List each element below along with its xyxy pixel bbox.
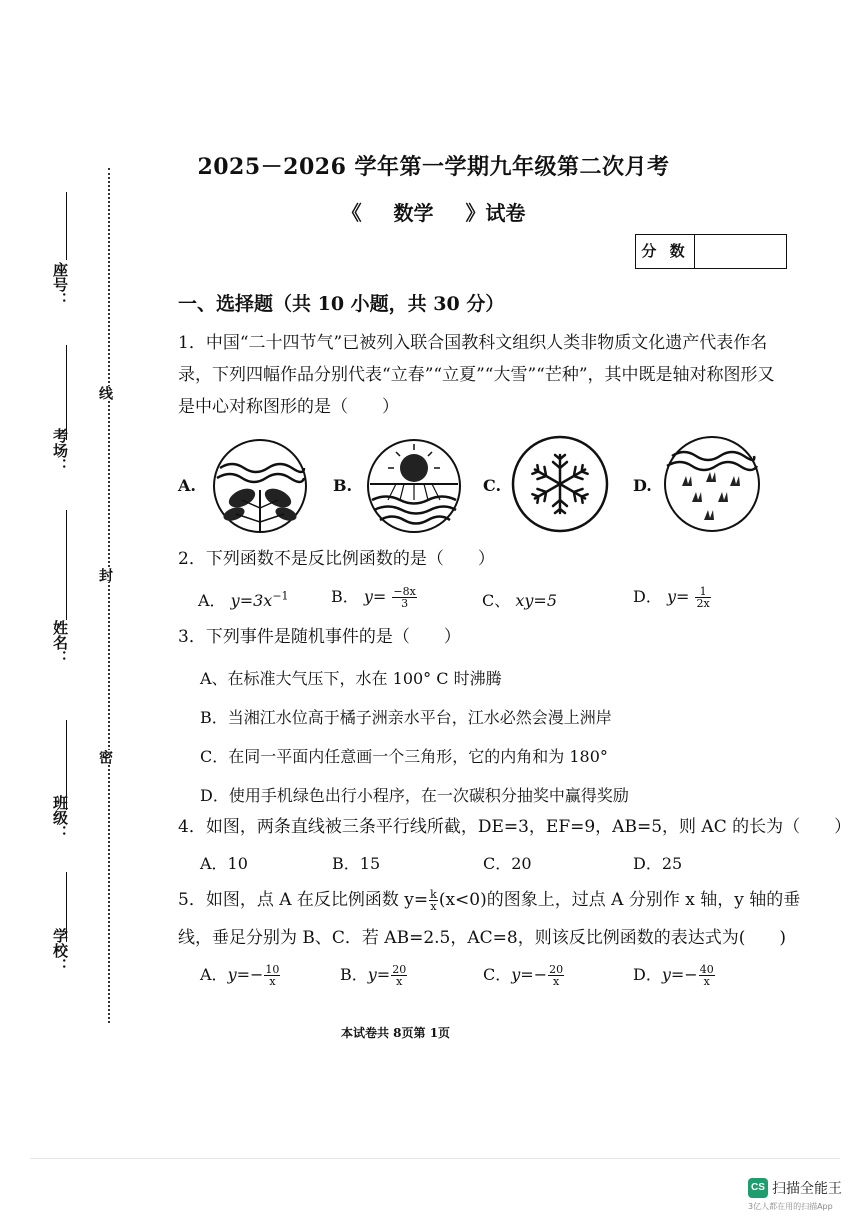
q3-option-d: D．使用手机绿色出行小程序，在一次碳积分抽奖中赢得奖励 [200, 786, 629, 805]
grain-picture [662, 434, 762, 534]
seal-char-seal: 封 [97, 568, 113, 582]
subject-suffix: 》试卷 [465, 201, 526, 225]
score-label: 分 数 [636, 235, 695, 268]
score-box [635, 234, 787, 269]
q3-option-b: B．当湘江水位高于橘子洲亲水平台，江水必然会漫上洲岸 [200, 708, 612, 727]
scanner-name: 扫描全能王 [772, 1181, 842, 1197]
question-3-stem: 3．下列事件是随机事件的是（ ） [178, 627, 461, 647]
page-footer: 本试卷共 8页第 1页 [341, 1026, 451, 1040]
scan-divider [30, 1158, 840, 1159]
scanner-brand [748, 1178, 842, 1212]
question-5-line-2: 线，垂足分别为 B、C．若 AB=2.5，AC=8，则该反比例函数的表达式为( ) [178, 928, 786, 948]
exam-subject-line [0, 197, 867, 226]
question-5-line-1: 5．如图，点 A 在反比例函数 y= $\frac{k}{x}$ (x<0)的图象上，过点 A 分别作 x 轴，y 轴的垂 [178, 888, 801, 913]
question-4-stem: 4．如图，两条直线被三条平行线所截，DE=3，EF=9，AB=5，则 AC 的长为（ ） [178, 817, 852, 837]
q1-option-c-letter: C. [483, 476, 502, 495]
q3-option-a: A、在标准大气压下，水在 100° C 时沸腾 [200, 669, 502, 688]
score-field[interactable] [696, 235, 786, 268]
q5-option-a: A．y=− $\frac{10}{x}$ [200, 963, 280, 988]
q5-option-d: D．y=− $\frac{40}{x}$ [633, 963, 714, 988]
subject-name: 数学 [393, 201, 434, 225]
question-2-stem: 2．下列函数不是反比例函数的是（ ） [178, 549, 495, 569]
name-line [66, 510, 67, 620]
exam-room-line [66, 345, 67, 440]
q4-option-d: D．25 [633, 854, 683, 873]
exam-title: 2025－2026 学年第一学期九年级第二次月考 [197, 154, 670, 180]
sprout-picture [212, 438, 308, 534]
q5-option-c: C．y=− $\frac{20}{x}$ [483, 963, 564, 988]
seat-number-label: 座号： [51, 262, 69, 307]
question-1 [178, 327, 798, 423]
seal-dotted-line [108, 168, 110, 1023]
q4-option-a: A．10 [200, 854, 248, 873]
sunrise-picture [366, 438, 462, 534]
q1-line-2: 录，下列四幅作品分别代表“立春”“立夏”“大雪”“芒种”，其中既是轴对称图形又 [178, 365, 775, 385]
q2-option-b: B． y= $\frac{-8x}{3}$ [331, 585, 416, 610]
scanner-logo-icon: CS [748, 1178, 768, 1198]
q2-option-d: D． y= $\frac{1}{2x}$ [633, 585, 710, 610]
q4-option-c: C．20 [483, 854, 532, 873]
q2-option-c: C、 xy=5 [482, 591, 557, 610]
name-label: 姓名： [51, 620, 69, 665]
school-label: 学校： [51, 928, 69, 973]
subject-prefix: 《 [341, 201, 362, 225]
q1-line-1: 1．中国“二十四节气”已被列入联合国教科文组织人类非物质文化遗产代表作名 [178, 333, 768, 353]
exam-room-label: 考场： [51, 428, 69, 473]
q1-option-d-letter: D. [633, 476, 652, 495]
q2-option-a: A． $y=3x^{-1}$ [198, 589, 289, 610]
q1-option-b-letter: B. [333, 476, 353, 495]
q1-line-3: 是中心对称图形的是（ ） [178, 397, 399, 417]
q5-option-b: B．y= $\frac{20}{x}$ [340, 963, 407, 988]
seal-char-line: 线 [97, 386, 113, 400]
scanner-tagline: 3亿人都在用的扫描App [748, 1202, 833, 1211]
class-label: 班级： [51, 795, 69, 840]
snowflake-picture [511, 435, 609, 533]
section-heading: 一、选择题（共 10 小题，共 30 分） [178, 293, 505, 315]
q4-option-b: B．15 [332, 854, 381, 873]
seal-char-secret: 密 [97, 750, 113, 764]
q3-option-c: C．在同一平面内任意画一个三角形，它的内角和为 180° [200, 747, 608, 766]
q1-option-a-letter: A. [178, 476, 196, 495]
